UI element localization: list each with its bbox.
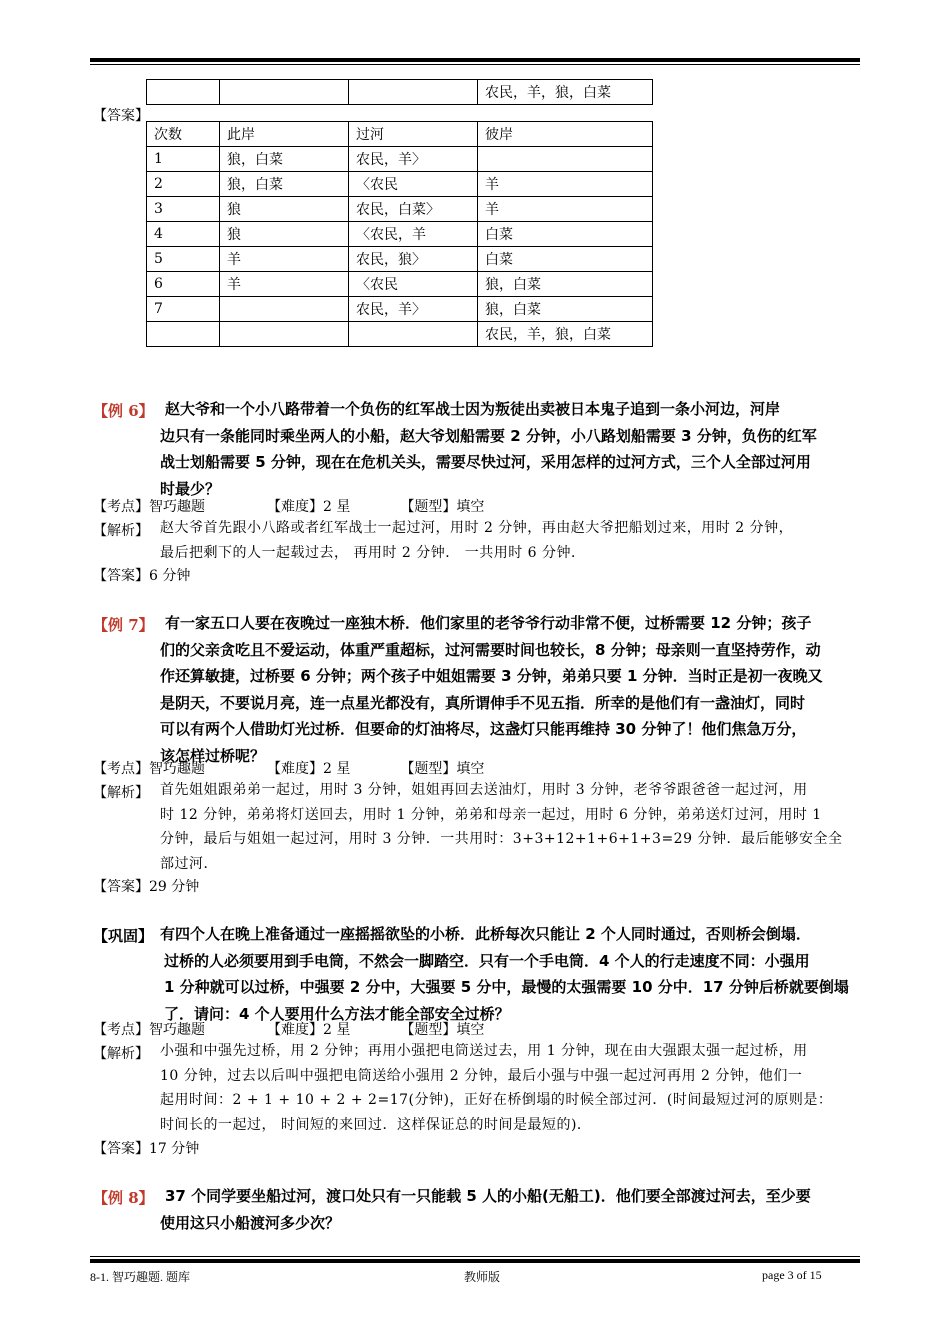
question-line: 战士划船需要 5 分钟，现在在危机关头，需要尽快过河，采用怎样的过河方式，三个人全部过河用 xyxy=(160,453,811,471)
table-row xyxy=(147,297,653,322)
daan-label: 【答案】 xyxy=(93,1141,149,1157)
tixing-label: 【题型】 xyxy=(400,761,457,777)
kaodian-label: 【考点】 xyxy=(93,761,149,777)
table-header-row xyxy=(147,122,653,147)
table-cell xyxy=(147,80,220,105)
header-rule-thin xyxy=(90,64,860,65)
table-cell: 〈农民 xyxy=(349,172,478,197)
table-cell: 狼 xyxy=(220,222,349,247)
table-cell: 4 xyxy=(147,222,220,247)
footer-rule-thick xyxy=(90,1259,860,1263)
table-cell: 7 xyxy=(147,297,220,322)
nandu-value: 2 星 xyxy=(323,499,351,515)
footer-center: 教师版 xyxy=(464,1270,501,1284)
example-7-meta xyxy=(93,758,484,778)
kaodian-value: 智巧趣题 xyxy=(149,1022,205,1038)
table-row xyxy=(147,172,653,197)
example-6-question xyxy=(165,396,780,423)
question-line: 是阴天，不要说月亮，连一点星光都没有，真所谓伸手不见五指．所幸的是他们有一盏油灯，同时 xyxy=(160,693,806,712)
table-cell: 农民，狼〉 xyxy=(349,247,478,272)
table-cell: 〈农民 xyxy=(349,272,478,297)
analysis-line: 赵大爷首先跟小八路或者红军战士一起过河，用时 2 分钟，再由赵大爷把船划过来，用时 2 分钟， xyxy=(160,520,794,536)
table-header-cell: 过河 xyxy=(349,122,478,147)
example-7-question-cont xyxy=(160,637,823,770)
table-cell: 白菜 xyxy=(478,222,653,247)
tixing-value: 填空 xyxy=(456,1022,485,1038)
example-7-analysis xyxy=(160,778,842,876)
example-7-question xyxy=(165,610,811,637)
question-line: 有一家五口人要在夜晚过一座独木桥．他们家里的老爷爷行动非常不便，过桥需要 12 分钟；孩子 xyxy=(165,614,812,632)
nandu-label: 【难度】 xyxy=(267,499,323,515)
analysis-line: 最后把剩下的人一起载过去， 再用时 2 分钟． 一共用时 6 分钟． xyxy=(160,544,586,561)
jiexi-label: 【解析】 xyxy=(93,1046,149,1062)
table-cell: 白菜 xyxy=(478,247,653,272)
table-cell xyxy=(220,80,349,105)
example-6-label: 【例 6】 xyxy=(93,402,154,420)
table-row xyxy=(147,247,653,272)
nandu-value: 2 星 xyxy=(323,761,351,777)
table-cell xyxy=(349,80,478,105)
table-cell: 狼，白菜 xyxy=(220,147,349,172)
analysis-line: 首先姐姐跟弟弟一起过，用时 3 分钟，姐姐再回去送油灯，用时 3 分钟，老爷爷跟爸爸一起过河，用 xyxy=(160,782,808,798)
tixing-value: 填空 xyxy=(456,761,485,777)
table-cell: 〈农民，羊 xyxy=(349,222,478,247)
question-line: 们的父亲贪吃且不爱运动，体重严重超标，过河需要时间也较长，8 分钟；母亲则一直坚持劳作，动 xyxy=(160,640,821,659)
example-7-label: 【例 7】 xyxy=(93,616,154,634)
question-line: 过桥的人必须要用到手电筒，不然会一脚踏空．只有一个手电筒．4 个人的行走速度不同：小强用 xyxy=(164,951,810,970)
gonggu-question-cont xyxy=(164,948,849,1028)
table-cell: 羊 xyxy=(220,272,349,297)
header-rule-thick xyxy=(90,58,860,62)
question-line: 该怎样过桥呢？ xyxy=(160,746,266,765)
analysis-line: 10 分钟，过去以后叫中强把电筒送给小强用 2 分钟，最后小强与中强一起过河再用 2 分钟，他们一 xyxy=(160,1067,803,1084)
example-6-question-cont xyxy=(160,423,817,503)
kaodian-value: 智巧趣题 xyxy=(149,761,205,777)
gonggu-question xyxy=(160,921,811,948)
nandu-value: 2 星 xyxy=(323,1022,351,1038)
gonggu-analysis xyxy=(160,1039,832,1137)
example-6-meta xyxy=(93,496,484,516)
example-8-label: 【例 8】 xyxy=(93,1189,154,1207)
tixing-label: 【题型】 xyxy=(400,1022,457,1038)
jiexi-label: 【解析】 xyxy=(93,523,149,539)
table-header-cell: 彼岸 xyxy=(478,122,653,147)
table-row xyxy=(147,147,653,172)
question-line: 赵大爷和一个小八路带着一个负伤的红军战士因为叛徒出卖被日本鬼子追到一条小河边，河岸 xyxy=(165,400,781,418)
table-cell: 羊 xyxy=(220,247,349,272)
kaodian-label: 【考点】 xyxy=(93,499,149,515)
question-line: 边只有一条能同时乘坐两人的小船，赵大爷划船需要 2 分钟，小八路划船需要 3 分钟，负伤的红军 xyxy=(160,426,817,445)
table-cell: 狼，白菜 xyxy=(478,272,653,297)
top-table xyxy=(146,79,653,105)
table-cell: 5 xyxy=(147,247,220,272)
table-header-cell: 次数 xyxy=(147,122,220,147)
gonggu-answer xyxy=(93,1138,199,1158)
tixing-value: 填空 xyxy=(456,499,485,515)
table-cell: 羊 xyxy=(478,172,653,197)
analysis-line: 部过河． xyxy=(160,855,218,872)
table-row xyxy=(147,197,653,222)
table-cell: 羊 xyxy=(478,197,653,222)
nandu-label: 【难度】 xyxy=(267,1022,323,1038)
gonggu-meta xyxy=(93,1019,484,1039)
table-cell: 狼，白菜 xyxy=(220,172,349,197)
table-cell: 3 xyxy=(147,197,220,222)
answer-table xyxy=(146,121,653,347)
footer-page-number: page 3 of 15 xyxy=(762,1268,822,1282)
question-line: 了．请问：4 个人要用什么方法才能全部安全过桥？ xyxy=(164,1004,510,1023)
table-cell xyxy=(478,147,653,172)
table-cell: 农民，羊，狼，白菜 xyxy=(478,80,653,105)
daan-label: 【答案】 xyxy=(93,568,149,584)
footer-rule-thin xyxy=(90,1256,860,1257)
table-cell: 农民，羊，狼，白菜 xyxy=(478,322,653,347)
daan-value: 17 分钟 xyxy=(149,1141,200,1157)
answer-label: 【答案】 xyxy=(93,108,149,124)
analysis-line: 时间长的一起过， 时间短的来回过．这样保证总的时间是最短的)． xyxy=(160,1116,592,1133)
table-cell: 6 xyxy=(147,272,220,297)
question-line: 作还算敏捷，过桥要 6 分钟；两个孩子中姐姐需要 3 分钟，弟弟只要 1 分钟．当时正是初一夜晚又 xyxy=(160,667,823,685)
question-line: 可以有两个人借助灯光过桥．但要命的灯油将尽，这盏灯只能再维持 30 分钟了！他们焦急万分， xyxy=(160,720,807,738)
table-row xyxy=(147,272,653,297)
question-line: 时最少？ xyxy=(160,479,221,498)
question-line: 有四个人在晚上准备通过一座摇摇欲坠的小桥．此桥每次只能让 2 个人同时通过，否则桥会倒塌． xyxy=(160,925,811,943)
table-header-cell: 此岸 xyxy=(220,122,349,147)
example-8-question-cont xyxy=(160,1210,340,1237)
nandu-label: 【难度】 xyxy=(267,761,323,777)
daan-label: 【答案】 xyxy=(93,879,149,895)
table-cell: 狼，白菜 xyxy=(478,297,653,322)
table-row xyxy=(147,322,653,347)
example-8-question xyxy=(165,1183,811,1210)
table-cell: 农民，羊〉 xyxy=(349,297,478,322)
table-cell xyxy=(349,322,478,347)
table-row xyxy=(147,80,653,105)
analysis-line: 小强和中强先过桥，用 2 分钟；再用小强把电筒送过去，用 1 分钟，现在由大强跟太强一起过桥，用 xyxy=(160,1043,808,1059)
table-cell: 1 xyxy=(147,147,220,172)
daan-value: 6 分钟 xyxy=(149,568,191,584)
question-line: 37 个同学要坐船过河，渡口处只有一只能载 5 人的小船(无船工)．他们要全部渡过河去，至少要 xyxy=(165,1187,811,1205)
analysis-line: 分钟，最后与姐姐一起过河，用时 3 分钟．一共用时：3+3+12+1+6+1+3=29 分钟．最后能够安全全 xyxy=(160,831,843,847)
analysis-line: 时 12 分钟，弟弟将灯送回去，用时 1 分钟，弟弟和母亲一起过，用时 6 分钟，弟弟送灯过河，用时 1 xyxy=(160,806,822,823)
table-cell xyxy=(220,297,349,322)
jiexi-label: 【解析】 xyxy=(93,785,149,801)
question-line: 使用这只小船渡河多少次？ xyxy=(160,1213,341,1232)
daan-value: 29 分钟 xyxy=(149,879,200,895)
example-6-answer xyxy=(93,565,190,585)
table-cell xyxy=(147,322,220,347)
kaodian-label: 【考点】 xyxy=(93,1022,149,1038)
example-6-analysis xyxy=(160,516,793,565)
table-cell: 狼 xyxy=(220,197,349,222)
example-7-answer xyxy=(93,876,199,896)
gonggu-label: 【巩固】 xyxy=(93,927,154,945)
footer-left: 8-1. 智巧趣题. 题库 xyxy=(90,1270,190,1284)
kaodian-value: 智巧趣题 xyxy=(149,499,205,515)
question-line: 1 分种就可以过桥，中强要 2 分中，大强要 5 分中，最慢的太强需要 10 分中．17 分钟后桥就要倒塌 xyxy=(164,978,849,996)
table-cell: 2 xyxy=(147,172,220,197)
tixing-label: 【题型】 xyxy=(400,499,457,515)
analysis-line: 起用时间：2 + 1 + 10 + 2 + 2=17(分钟)，正好在桥倒塌的时候全部过河．(时间最短过河的原则是： xyxy=(160,1092,833,1108)
table-row xyxy=(147,222,653,247)
table-cell: 农民，白菜〉 xyxy=(349,197,478,222)
table-cell xyxy=(220,322,349,347)
table-cell: 农民，羊〉 xyxy=(349,147,478,172)
